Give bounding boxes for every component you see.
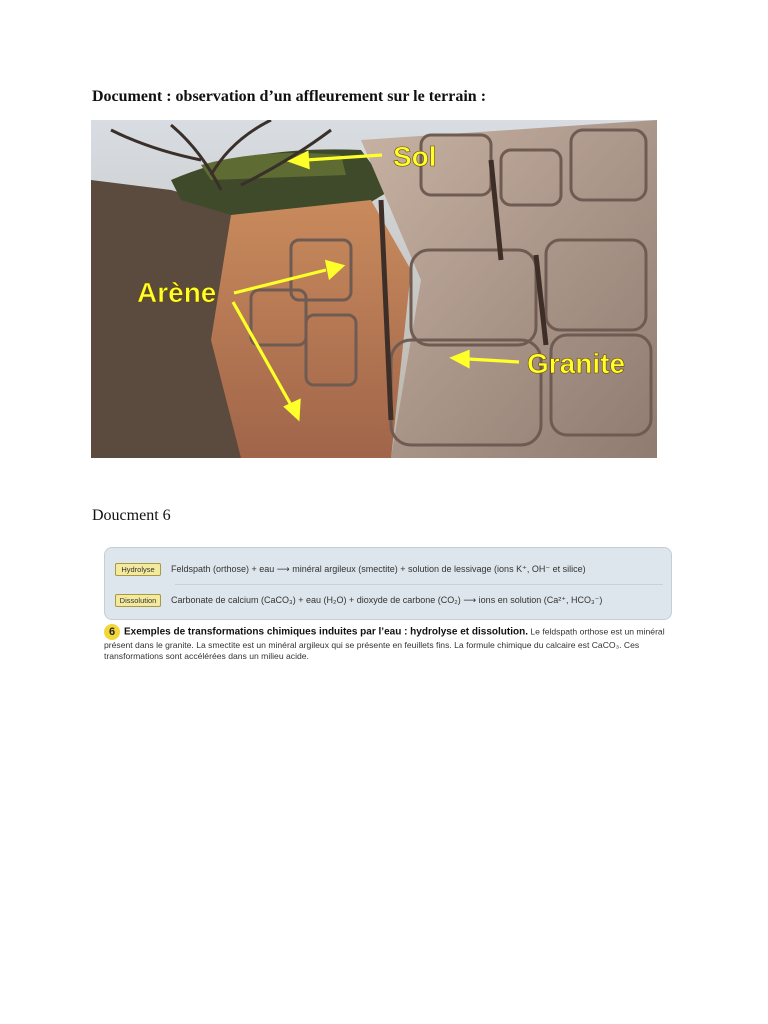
equation-hydrolyse: Feldspath (orthose) + eau ⟶ minéral argileux (smectite) + solution de lessivage (ions K⁺, OH⁻ et silice) (171, 563, 586, 574)
reaction-row-dissolution (115, 585, 663, 615)
caption-text: Le feldspath orthose est un minéral présent dans le granite. La smectite est un minéral argileux qui se présente en feuillets fins. La formule chimique du calcaire est CaCO₃. Ces transformations sont accélérées dans un milieu acide. (104, 626, 665, 661)
figure-6 (104, 547, 672, 662)
figure-caption (104, 624, 672, 662)
figure-number-badge: 6 (104, 624, 120, 640)
caption-title: Exemples de transformations chimiques induites par l’eau : hydrolyse et dissolution. (124, 626, 528, 638)
reaction-row-hydrolyse (115, 554, 663, 584)
equation-dissolution: Carbonate de calcium (CaCO₃) + eau (H₂O) + dioxyde de carbone (CO₂) ⟶ ions en solution (Ca²⁺, HCO₃⁻) (171, 594, 603, 605)
tag-dissolution: Dissolution (115, 594, 161, 607)
reactions-box (104, 547, 672, 620)
label-sol: Sol (393, 141, 437, 172)
label-granite: Granite (527, 348, 626, 379)
document-heading: Document : observation d’un affleurement sur le terrain : (92, 88, 487, 105)
label-arene: Arène (137, 277, 217, 308)
outcrop-photo (91, 120, 657, 458)
document6-heading: Doucment 6 (92, 507, 171, 524)
tag-hydrolyse: Hydrolyse (115, 563, 161, 576)
